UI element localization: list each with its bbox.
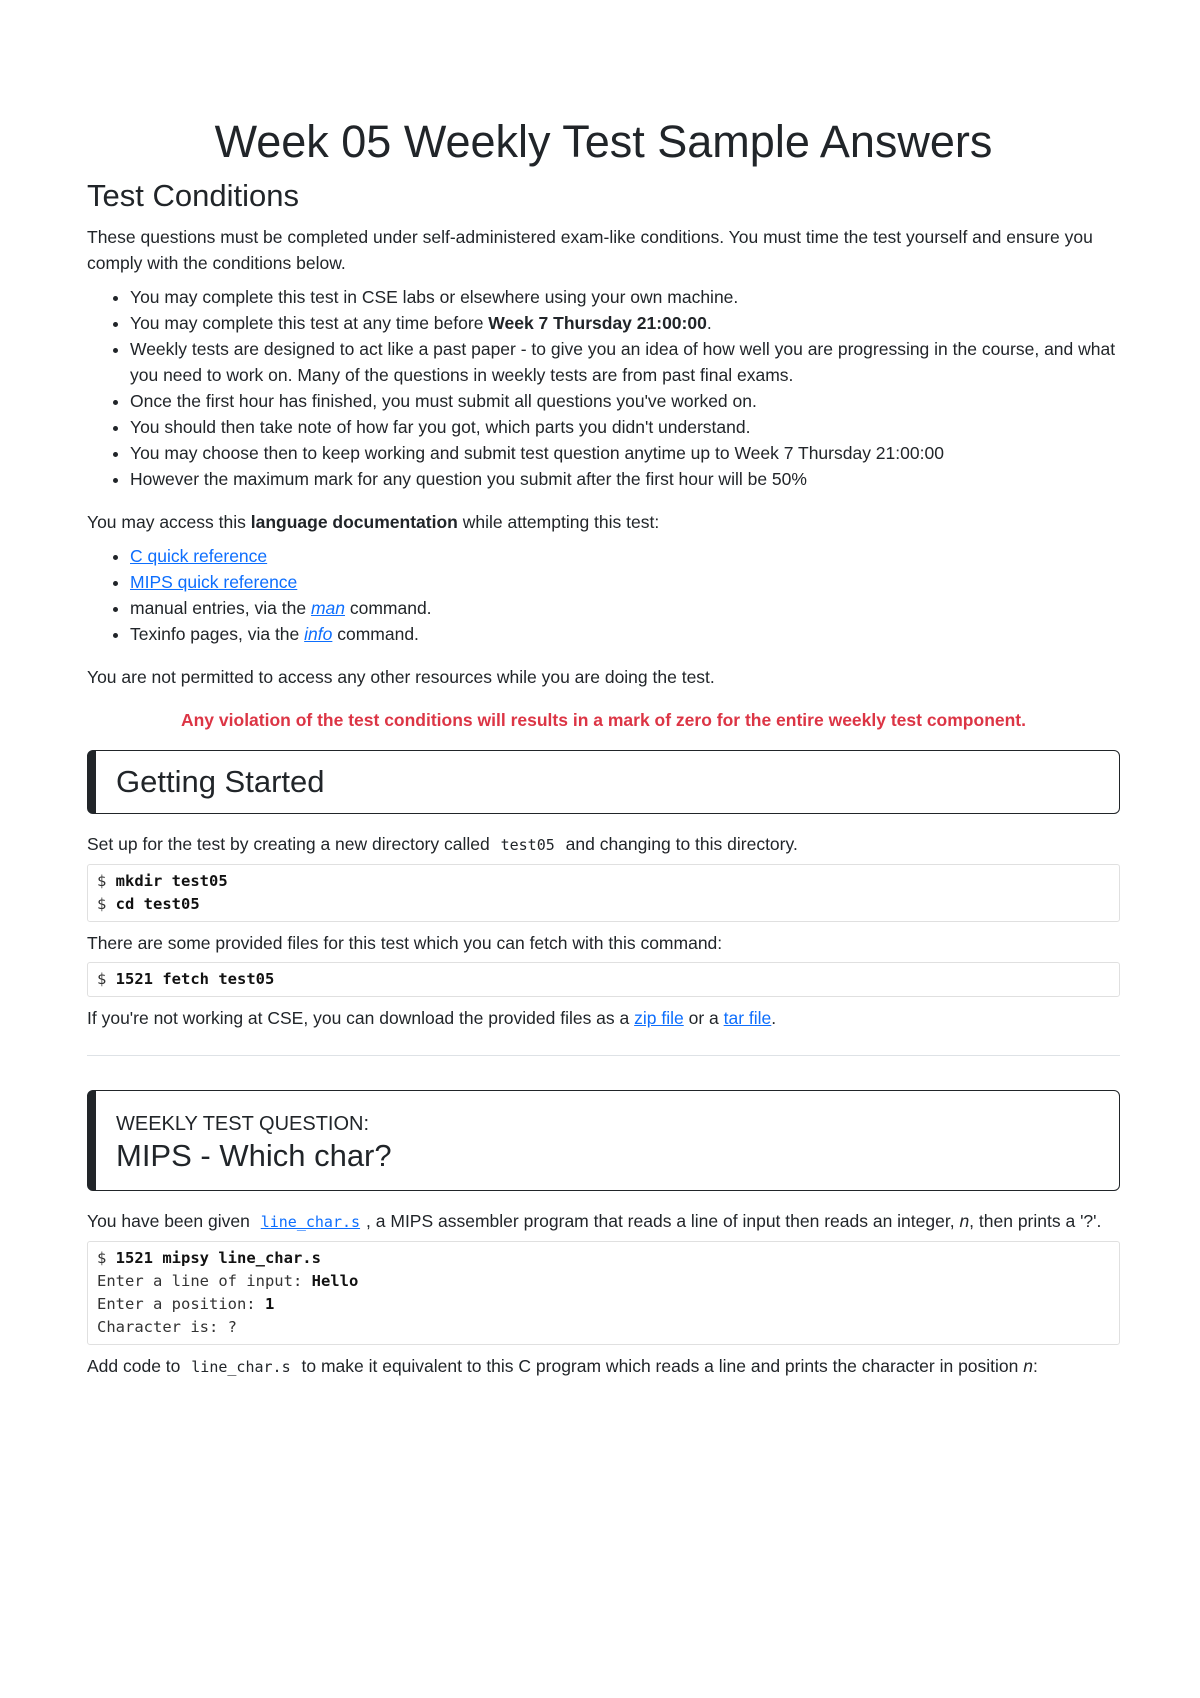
terminal-command: 1521 mipsy line_char.s: [115, 1249, 321, 1267]
question-kicker: WEEKLY TEST QUESTION:: [116, 1113, 370, 1135]
terminal-prompt: $: [97, 970, 116, 988]
question-heading: MIPS - Which char?: [116, 1138, 392, 1173]
zip-file-link[interactable]: zip file: [634, 1008, 684, 1028]
tar-file-link[interactable]: tar file: [723, 1008, 772, 1028]
page-title: Week 05 Weekly Test Sample Answers: [214, 116, 993, 167]
inline-code: test05: [500, 836, 555, 854]
list-item-text: You may complete this test at any time before: [130, 313, 489, 333]
terminal-line: [97, 893, 1110, 916]
conditions-list: [87, 284, 1120, 492]
list-item: • You may choose then to keep working and submit test question anytime up to Week 7 Thursday 21:00:00: [130, 440, 1120, 466]
test-conditions-heading: Test Conditions: [87, 178, 299, 213]
task-text-part: to make it equivalent to this C program which reads a line and prints the character in position: [296, 1356, 1024, 1376]
list-item: [130, 543, 1120, 569]
docs-intro-text: while attempting this test:: [457, 512, 660, 532]
download-text-part: If you're not working at CSE, you can download the provided files as a: [87, 1008, 635, 1028]
terminal-line: [97, 1270, 1110, 1293]
list-item: • However the maximum mark for any question you submit after the first hour will be 50%: [130, 466, 1120, 492]
question-panel: [87, 1090, 1120, 1191]
list-item: [130, 595, 1120, 621]
terminal-input: 1: [264, 1295, 275, 1313]
terminal-input: Hello: [311, 1272, 359, 1290]
list-item-text: command.: [344, 598, 432, 618]
terminal-output: Character is: ?: [97, 1318, 237, 1336]
terminal-block: [87, 962, 1120, 997]
deadline-text: Week 7 Thursday 21:00:00: [488, 313, 707, 333]
c-quick-reference-link[interactable]: C quick reference: [130, 546, 268, 566]
description-text: You have been given: [87, 1211, 255, 1231]
docs-intro-bold: language documentation: [250, 512, 458, 532]
getting-started-heading: Getting Started: [116, 764, 325, 799]
violation-warning: Any violation of the test conditions will results in a mark of zero for the entire weekly test component.: [180, 710, 1026, 730]
setup-text-part: and changing to this directory.: [560, 834, 798, 854]
terminal-prompt: $: [97, 872, 116, 890]
terminal-line: [97, 870, 1110, 893]
docs-intro: [87, 509, 1120, 535]
setup-text-part: Set up for the test by creating a new directory called: [87, 834, 495, 854]
terminal-command: mkdir test05: [115, 872, 228, 890]
list-item: • Once the first hour has finished, you must submit all questions you've worked on.: [130, 388, 1120, 414]
mips-quick-reference-link[interactable]: MIPS quick reference: [130, 572, 298, 592]
terminal-prompt: $: [97, 895, 116, 913]
info-link[interactable]: info: [304, 624, 333, 644]
terminal-block: [87, 864, 1120, 922]
list-item-text: Texinfo pages, via the: [130, 624, 305, 644]
inline-code: line_char.s: [191, 1358, 291, 1376]
test-conditions-intro: These questions must be completed under self-administered exam-like conditions. You must time the test yourself and ensure you comply with the conditions below.: [87, 227, 1093, 273]
terminal-output: Enter a line of input:: [97, 1272, 312, 1290]
terminal-line: [97, 1247, 1110, 1270]
terminal-line: [97, 968, 1110, 991]
docs-list: [87, 543, 1120, 647]
terminal-command: cd test05: [115, 895, 200, 913]
list-item: [130, 310, 1120, 336]
line-char-file-link[interactable]: [255, 1211, 366, 1231]
task-text: [87, 1353, 1120, 1380]
inline-code: line_char.s: [260, 1213, 361, 1231]
list-item: • You may complete this test in CSE labs or elsewhere using your own machine.: [130, 284, 1120, 310]
description-text: , a MIPS assembler program that reads a line of input then reads an integer,: [366, 1211, 960, 1231]
variable-n: n: [959, 1211, 970, 1231]
section-divider: [87, 1055, 1120, 1056]
list-item-text: manual entries, via the: [130, 598, 311, 618]
variable-n: n: [1023, 1356, 1033, 1376]
task-text-part: :: [1033, 1356, 1038, 1376]
main-content: [87, 112, 1120, 1380]
man-link[interactable]: man: [310, 598, 345, 618]
terminal-block: [87, 1241, 1120, 1345]
list-item: • Weekly tests are designed to act like a past paper - to give you an idea of how well you are progressing in the course, and what you need to work on. Many of the questions in weekly tests are from past final exams.: [130, 336, 1120, 388]
not-permitted-text: You are not permitted to access any other resources while you are doing the test.: [87, 667, 715, 687]
terminal-command: 1521 fetch test05: [115, 970, 275, 988]
provided-files-text: There are some provided files for this test which you can fetch with this command:: [87, 933, 723, 953]
question-description: [87, 1208, 1120, 1235]
list-item: • You should then take note of how far you got, which parts you didn't understand.: [130, 414, 1120, 440]
terminal-line: [97, 1316, 1110, 1339]
list-item: [130, 569, 1120, 595]
download-text-part: .: [771, 1008, 777, 1028]
description-text: , then prints a '?'.: [969, 1211, 1102, 1231]
list-item-text: command.: [332, 624, 419, 644]
getting-started-panel: [87, 750, 1120, 814]
task-text-part: Add code to: [87, 1356, 186, 1376]
download-text-part: or a: [683, 1008, 724, 1028]
download-text: [87, 1005, 1120, 1031]
docs-intro-text: You may access this: [87, 512, 251, 532]
setup-text: [87, 831, 1120, 858]
list-item: [130, 621, 1120, 647]
terminal-output: Enter a position:: [97, 1295, 265, 1313]
terminal-prompt: $: [97, 1249, 116, 1267]
list-item-text: .: [706, 313, 712, 333]
terminal-line: [97, 1293, 1110, 1316]
